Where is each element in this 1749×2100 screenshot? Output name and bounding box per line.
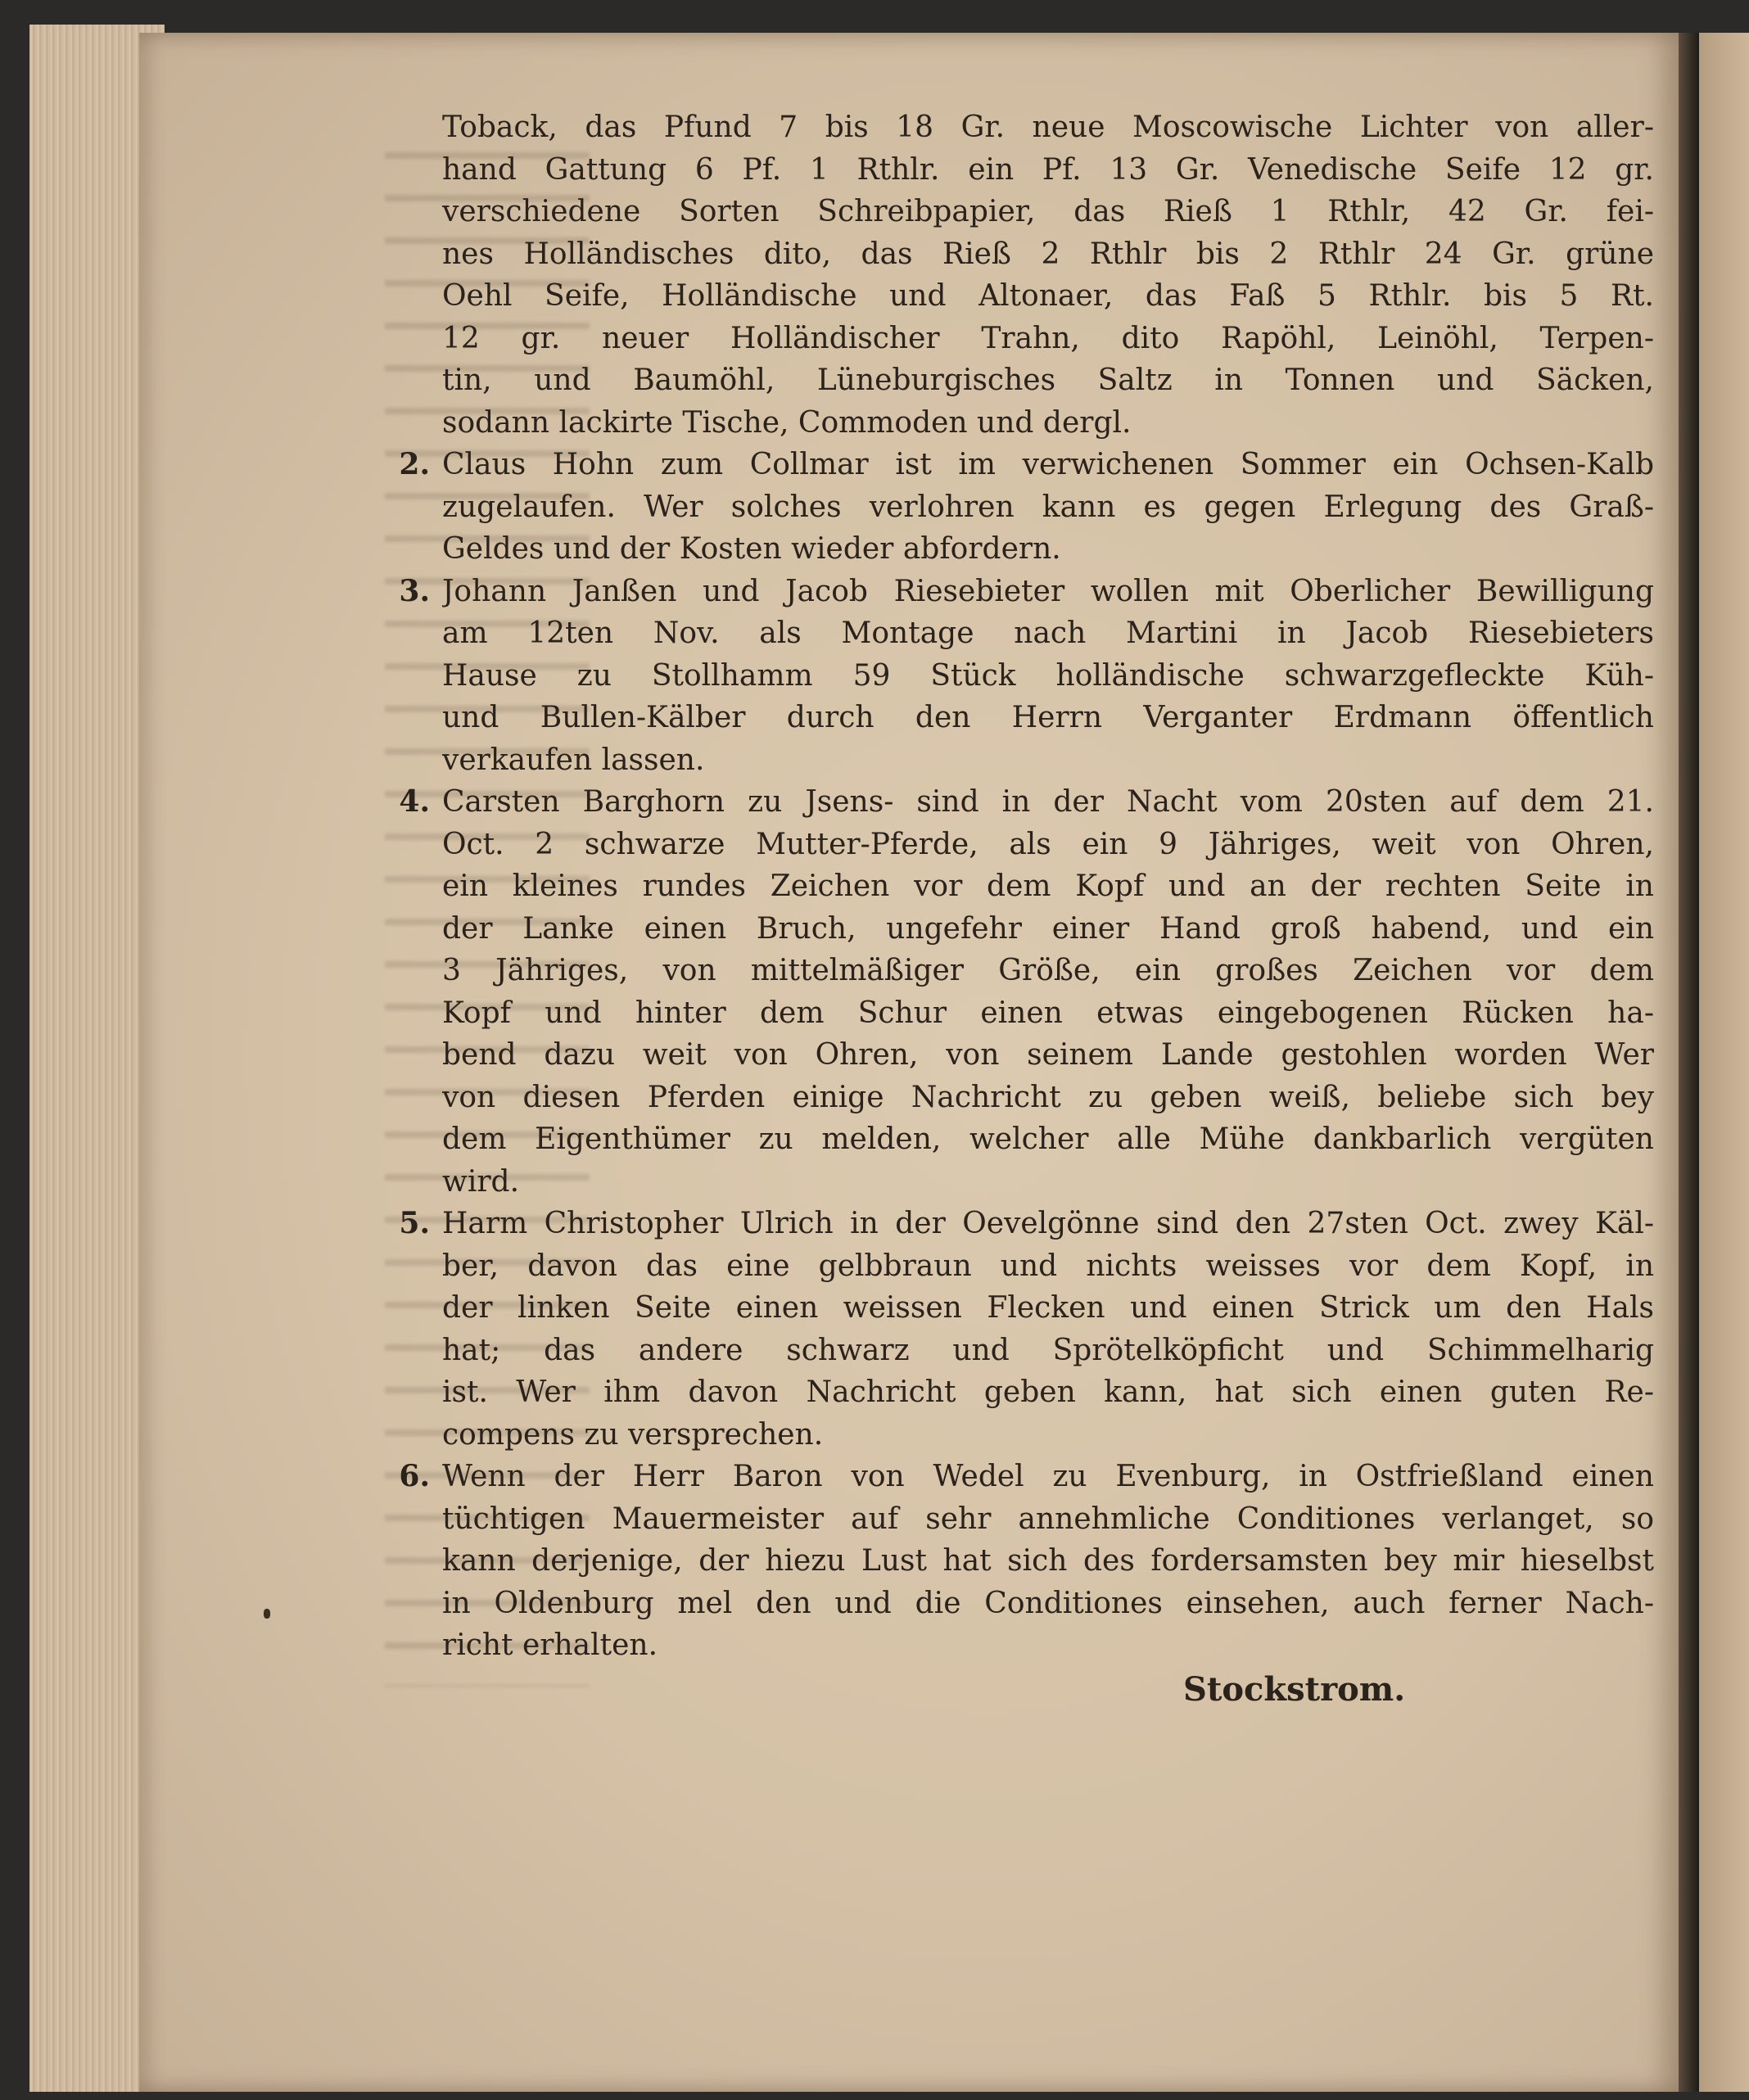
text-line: tüchtigen Mauermeister auf sehr annehmliche Conditiones verlanget, so [442, 1502, 1654, 1536]
document-body [399, 106, 1654, 1667]
text-line: kann derjenige, der hiezu Lust hat sich des fordersamsten bey mir hieselbst [442, 1544, 1654, 1578]
text-line: compens zu versprechen. [442, 1417, 824, 1452]
text-line: Harm Christopher Ulrich in der Oevelgönne sind den 27sten Oct. zwey Käl- [442, 1207, 1654, 1240]
text-line: Wenn der Herr Baron von Wedel zu Evenburg, in Ostfrießland einen [442, 1460, 1654, 1493]
text-line: tin, und Baumöhl, Lüneburgisches Saltz in Tonnen und Säcken, [442, 364, 1654, 397]
facing-page-edge [1699, 33, 1749, 2092]
notice-entry-5 [399, 1203, 1654, 1456]
notice-entry-3 [399, 571, 1654, 782]
text-line: richt erhalten. [442, 1628, 658, 1662]
text-line: Carsten Barghorn zu Jsens- sind in der Nacht vom 20sten auf dem 21. [442, 785, 1654, 819]
entry-number: 5. [399, 1206, 430, 1240]
entry-number: 3. [399, 573, 430, 608]
text-line: Geldes und der Kosten wieder abfordern. [442, 532, 1061, 566]
text-line: sodann lackirte Tische, Commoden und dergl. [442, 405, 1132, 440]
text-line: ein kleines rundes Zeichen vor dem Kopf und an der rechten Seite in [442, 869, 1654, 903]
text-line: wird. [442, 1164, 520, 1199]
text-line: Oct. 2 schwarze Mutter-Pferde, als ein 9 Jähriges, weit von Ohren, [442, 827, 1654, 861]
entry-number: 4. [399, 784, 430, 819]
text-line: 12 gr. neuer Holländischer Trahn, dito Rapöhl, Leinöhl, Terpen- [442, 321, 1654, 355]
text-line: von diesen Pferden einige Nachricht zu geben weiß, beliebe sich bey [442, 1080, 1654, 1114]
text-line: Kopf und hinter dem Schur einen etwas eingebogenen Rücken ha- [442, 996, 1654, 1030]
text-line: hand Gattung 6 Pf. 1 Rthlr. ein Pf. 13 Gr. Venedische Seife 12 gr. [442, 152, 1654, 187]
continuation-paragraph [442, 106, 1654, 444]
text-line: verschiedene Sorten Schreibpapier, das Rieß 1 Rthlr, 42 Gr. fei- [442, 195, 1654, 228]
text-line: und Bullen-Kälber durch den Herrn Verganter Erdmann öffentlich [442, 701, 1654, 734]
text-line: ber, davon das eine gelbbraun und nichts weisses vor dem Kopf, in [442, 1249, 1654, 1283]
entry-number: 6. [399, 1459, 430, 1493]
text-line: Toback, das Pfund 7 bis 18 Gr. neue Moscowische Lichter von aller- [442, 111, 1654, 144]
text-line: 3 Jähriges, von mittelmäßiger Größe, ein großes Zeichen vor dem [442, 954, 1654, 987]
text-line: Oehl Seife, Holländische und Altonaer, das Faß 5 Rthlr. bis 5 Rt. [442, 279, 1654, 313]
text-line: bend dazu weit von Ohren, von seinem Lande gestohlen worden Wer [442, 1038, 1654, 1072]
text-line: dem Eigenthümer zu melden, welcher alle Mühe dankbarlich vergüten [442, 1122, 1654, 1156]
ink-spot [264, 1609, 270, 1619]
text-line: am 12ten Nov. als Montage nach Martini in Jacob Riesebieters [442, 616, 1654, 650]
text-line: verkaufen lassen. [442, 743, 705, 777]
signature: Stockstrom. [1183, 1670, 1406, 1709]
text-line: hat; das andere schwarz und Sprötelköpficht und Schimmelharig [442, 1333, 1654, 1367]
text-line: Claus Hohn zum Collmar ist im verwichenen Sommer ein Ochsen-Kalb [442, 448, 1654, 481]
text-line: nes Holländisches dito, das Rieß 2 Rthlr bis 2 Rthlr 24 Gr. grüne [442, 237, 1654, 271]
text-line: ist. Wer ihm davon Nachricht geben kann, hat sich einen guten Re- [442, 1375, 1654, 1409]
book-gutter [1679, 33, 1699, 2092]
text-line: der Lanke einen Bruch, ungefehr einer Hand groß habend, und ein [442, 911, 1654, 946]
text-line: in Oldenburg mel den und die Conditiones einsehen, auch ferner Nach- [442, 1586, 1654, 1620]
text-line: der linken Seite einen weissen Flecken und einen Strick um den Hals [442, 1291, 1654, 1325]
entry-number: 2. [399, 447, 430, 481]
notice-entry-6 [399, 1456, 1654, 1667]
text-line: zugelaufen. Wer solches verlohren kann es gegen Erlegung des Graß- [442, 490, 1654, 524]
text-line: Johann Janßen und Jacob Riesebieter wollen mit Oberlicher Bewilligung [442, 574, 1654, 608]
notice-entry-2 [399, 444, 1654, 571]
notice-entry-4 [399, 781, 1654, 1203]
text-line: Hause zu Stollhamm 59 Stück holländische schwarzgefleckte Küh- [442, 658, 1654, 693]
